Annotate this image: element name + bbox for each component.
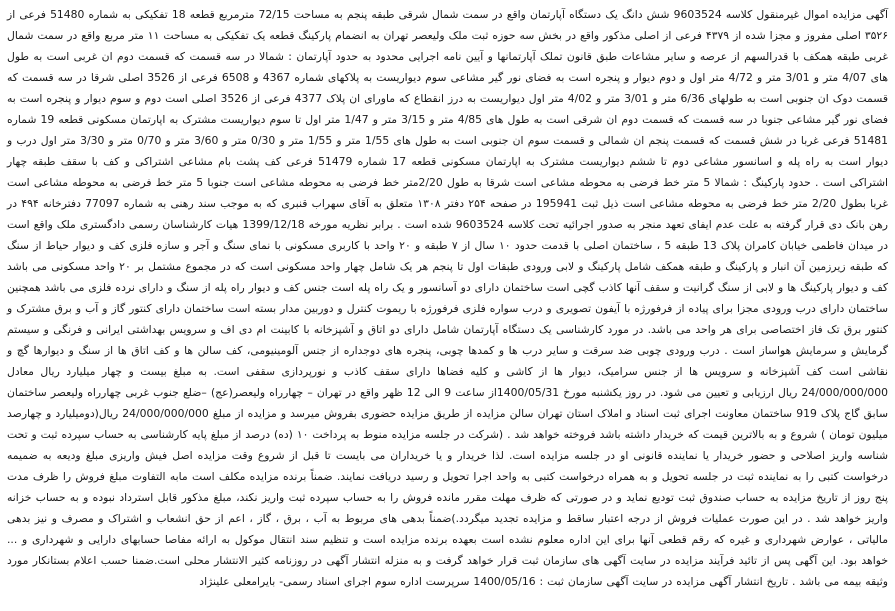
auction-notice-text: آگهی مزایده اموال غیرمنقول کلاسه 9603524 شش دانگ یک دستگاه آپارتمان واقع در سمت شمال شرقی طبقه پنجم به مساحت 72/15 مترمربع قطعه 18 تفکیکی به شماره 51480 فرعی از ۳۵۲۶ اصلی مفروز و مجزا شده از ۴۳۷۹ فرعی از اصلی مذکور واقع در بخش سه حوزه ثبت ملک ولیعصر تهران به انضمام پارکینگ قطعه یک تفکیکی به مساحت ۱۱ متر مربع واقع در سمت شمال غربی طبقه همکف با قدرالسهم از عرصه و سایر مشاعات طبق قانون تملک آپارتمانها و آیین نامه اجرایی محدود به حدود آپارتمان : شمالا در سه قسمت که قسمت دوم ان غربی است به طول های 4/07 متر و 3/01 متر و 4/72 متر اول و دوم دیوار و پنجره است به فضای نور گیر مشاعی سوم دیواریست به پلاکهای شماره 4367 و 6508 فرعی از 3526 اصلی شرقا در سه قسمت که قسمت دوک ان جنوبی است به طولهای 6/36 متر و 3/01 متر و 4/02 متر اول دیواریست به درز انقطاع که ماورای ان پلاک 4377 فرعی از 3526 اصلی است دوم و سوم دیوار و پنجره است به فضای نور گیر مشاعی جنوبا در سه قسمت که قسمت دوم ان شرقی است به طول های 4/85 متر و 3/15 متر و 1/47 متر اول تا سوم دیواریست مشترک به اپارتمان مسکونی قطعه 19 شماره 51481 فرعی غربا در شش قسمت که قسمت پنجم ان شمالی و قسمت سوم ان جنوبی است به طول های 1/55 متر و 1/55 متر و 0/30 متر و 3/60 متر و 0/70 متر و 3/30 متر اول درب و دیوار است به راه پله و اسانسور مشاعی دوم تا ششم دیواریست مشترک به اپارتمان مسکونی قطعه 17 شماره 51479 فرعی کف پشت بام مشاعی اشتراکی و کف با سقف طبقه چهار اشتراکی است . حدود پارکینگ : شمالا 5 متر خط فرضی به محوطه مشاعی است شرقا به طول 2/20متر خط فرضی به محوطه مشاعی است جنوبا 5 متر خط فرضی به محوطه مشاعی است غربا بطول 2/20 متر خط فرضی به محوطه مشاعی است ذیل ثبت 195941 در صفحه ۲۵۴ دفتر ۱۳۰۸ متعلق به آقای سهراب قنبری که به موجب سند رهنی به شماره 77097 دفترخانه ۴۹۴ در رهن بانک دی قرار گرفته به علت عدم ایفای تعهد منجر به صدور اجرائیه تحت کلاسه 9603524 شده است . برابر نظریه مورخه 1399/12/18 هیات کارشناسان رسمی دادگستری ملک واقع است در میدان فاطمی خیابان کامران پلاک 13 طبقه 5 ، ساختمان اصلی با قدمت حدود ۱۰ سال از ۷ طبقه و ۲۰ واحد با کاربری مسکونی با نمای سنگ و آجر و سازه فلزی کف و دیوار حیاط از سنگ که طبقه زیرزمین آن انبار و پارکینگ و طبقه همکف شامل پارکینگ و لابی ورودی طبقات اول تا پنجم هر یک شامل چهار واحد مسکونی است که در مجموع مشتمل بر ۲۰ واحد مسکونی می باشد کف و دیوار پارکینگ ها و لابی از سنگ گرانیت و سقف آنها کاذب گچی است ساختمان دارای دو آسانسور و یک راه پله است جنس کف و دیوار راه پله از سنگ و دارای نرده فلزی می باشد همچنین ساختمان دارای درب ورودی مجزا برای پیاده از فرفورژه با آیفون تصویری و درب سواره فلزی فرفورژه با ریموت کنترل و دوربین مدار بسته است ساختمان دارای کنتور گاز و آب و برق مشترک و کنتور برق تک فاز اختصاصی برای هر واحد می باشد. در مورد کارشناسی یک دستگاه آپارتمان شامل دارای دو اتاق و آشپزخانه با کابینت ام دی اف و سرویس بهداشتی ایرانی و فرنگی و سیستم گرمایش و سرمایش هواساز است . درب ورودی چوبی ضد سرقت و سایر درب ها و کمدها چوبی، پنجره های دوجداره از جنس آلومینیومی، کف سالن ها و کف اتاق ها از سنگ و دیوارها گچ و نقاشی است کف آشپزخانه و سرویس ها از جنس سرامیک، دیوار ها از کاشی و کلیه فضاها دارای سقف کاذب و نورپردازی سقفی است. به مبلغ بیست و چهار میلیارد ریال معادل 24/000/000/000 ریال ارزیابی و تعیین می شود. در روز یکشنبه مورخ 1400/05/31از ساعت 9 الی 12 ظهر واقع در تهران – چهارراه ولیعصر(عج) –ضلع جنوب غربی چهارراه ولیعصر ساختمان سابق گاج پلاک 919 ساختمان معاونت اجرای ثبت اسناد و املاک استان تهران سالن مزایده از طریق مزایده حضوری بفروش میرسد و مزایده از مبلغ 24/000/000/000 ریال(دومیلیارد و چهارصد میلیون تومان ) شروع و به بالاترین قیمت که خریدار داشته باشد فروخته خواهد شد . (شرکت در جلسه مزایده منوط به پرداخت ۱۰ (ده) درصد از مبلغ پایه کارشناسی به حساب سپرده ثبت و تحت شناسه واریز اصلاحی و حضور خریدار یا نماینده قانونی او در جلسه مزایده است. لذا خریدار و یا خریداران می بایست تا قبل از شروع وقت مزایده اصل فیش واریزی مبلغ ودیعه به ضمیمه درخواست کتبی را به نماینده ثبت در جلسه تحویل و به همراه درخواست کتبی به واحد اجرا تحویل و رسید دریافت نمایند. ضمناً برنده مزایده مکلف است مابه التفاوت مبلغ فروش را ظرف مدت پنج روز از تاریخ مزایده به حساب صندوق ثبت تودیع نماید و در صورتی که ظرف مهلت مقرر مانده فروش را به حساب سپرده ثبت واریز نکند، مبلغ مذکور قابل استرداد نبوده و به حساب خزانه واریز خواهد شد . در این صورت عملیات فروش از درجه اعتبار ساقط و مزایده تجدید میگردد.)ضمناً بدهی های مربوط به آب ، برق ، گاز ، اعم از حق انشعاب و اشتراک و مصرف و نیز بدهی مالیاتی ، عوارض شهرداری و غیره که رقم قطعی آنها برای این اداره معلوم نشده است بعهده برنده مزایده است و تنظیم سند انتقال موکول به ارائه مفاصا حسابهای دارایی و شهرداری و ... خواهد بود. این آگهی پس از تائید فرآیند مزایده در سایت آگهی های سازمان ثبت قرار خواهد گرفت و به منزله انتشار آگهی در روزنامه کثیر الانتشار محلی است.ضمنا حسب اعلام بستانکار مورد وثیقه بیمه می باشد . تاریخ انتشار آگهی مزایده در سایت آگهی سازمان ثبت : 1400/05/16 سرپرست اداره سوم اجرای اسناد رسمی- بایرامعلی علینژاد	[7, 8, 889, 588]
